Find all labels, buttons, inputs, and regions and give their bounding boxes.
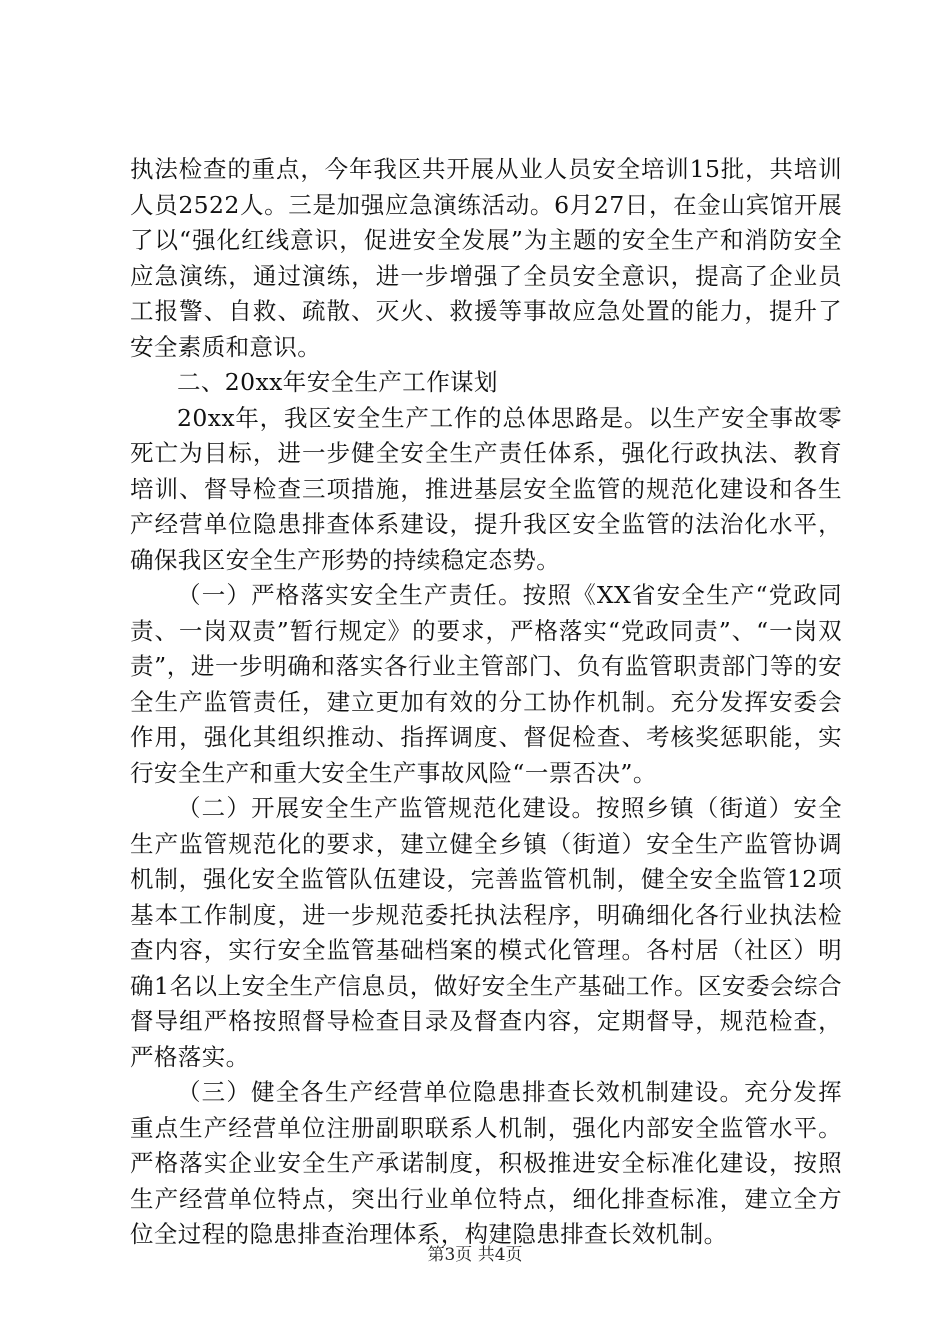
paragraph-item-3: （三）健全各生产经营单位隐患排查长效机制建设。充分发挥重点生产经营单位注册副职联系人机制，强化内部安全监管水平。严格落实企业安全生产承诺制度，积极推进安全标准化建设，按照生产经营单位特点，突出行业单位特点，细化排查标准，建立全方位全过程的隐患排查治理体系，构建隐患排查长效机制。	[130, 1078, 842, 1248]
document-body	[130, 152, 842, 1253]
paragraph-item-1: （一）严格落实安全生产责任。按照《XX省安全生产“党政同责、一岗双责”暂行规定》的要求，严格落实“党政同责”、“一岗双责”，进一步明确和落实各行业主管部门、负有监管职责部门等的安全生产监管责任，建立更加有效的分工协作机制。充分发挥安委会作用，强化其组织推动、指挥调度、督促检查、考核奖惩职能，实行安全生产和重大安全生产事故风险“一票否决”。	[130, 581, 842, 787]
paragraph-overview: 20xx年，我区安全生产工作的总体思路是。以生产安全事故零死亡为目标，进一步健全安全生产责任体系，强化行政执法、教育培训、督导检查三项措施，推进基层安全监管的规范化建设和各生产经营单位隐患排查体系建设，提升我区安全监管的法治化水平，确保我区安全生产形势的持续稳定态势。	[130, 403, 842, 574]
paragraph-item-2: （二）开展安全生产监管规范化建设。按照乡镇（街道）安全生产监管规范化的要求，建立健全乡镇（街道）安全生产监管协调机制，强化安全监管队伍建设，完善监管机制，健全安全监管12项基本工作制度，进一步规范委托执法程序，明确细化各行业执法检查内容，实行安全监管基础档案的模式化管理。各村居（社区）明确1名以上安全生产信息员，做好安全生产基础工作。区安委会综合督导组严格按照督导检查目录及督查内容，定期督导，规范检查，严格落实。	[130, 794, 842, 1071]
page-number-footer: 第3页 共4页	[427, 1245, 523, 1265]
section-heading: 二、20xx年安全生产工作谋划	[177, 368, 498, 396]
paragraph-continuation: 执法检查的重点，今年我区共开展从业人员安全培训15批，共培训人员2522人。三是加强应急演练活动。6月27日，在金山宾馆开展了以“强化红线意识，促进安全发展”为主题的安全生产和消防安全应急演练，通过演练，进一步增强了全员安全意识，提高了企业员工报警、自救、疏散、灭火、救援等事故应急处置的能力，提升了安全素质和意识。	[130, 155, 842, 361]
